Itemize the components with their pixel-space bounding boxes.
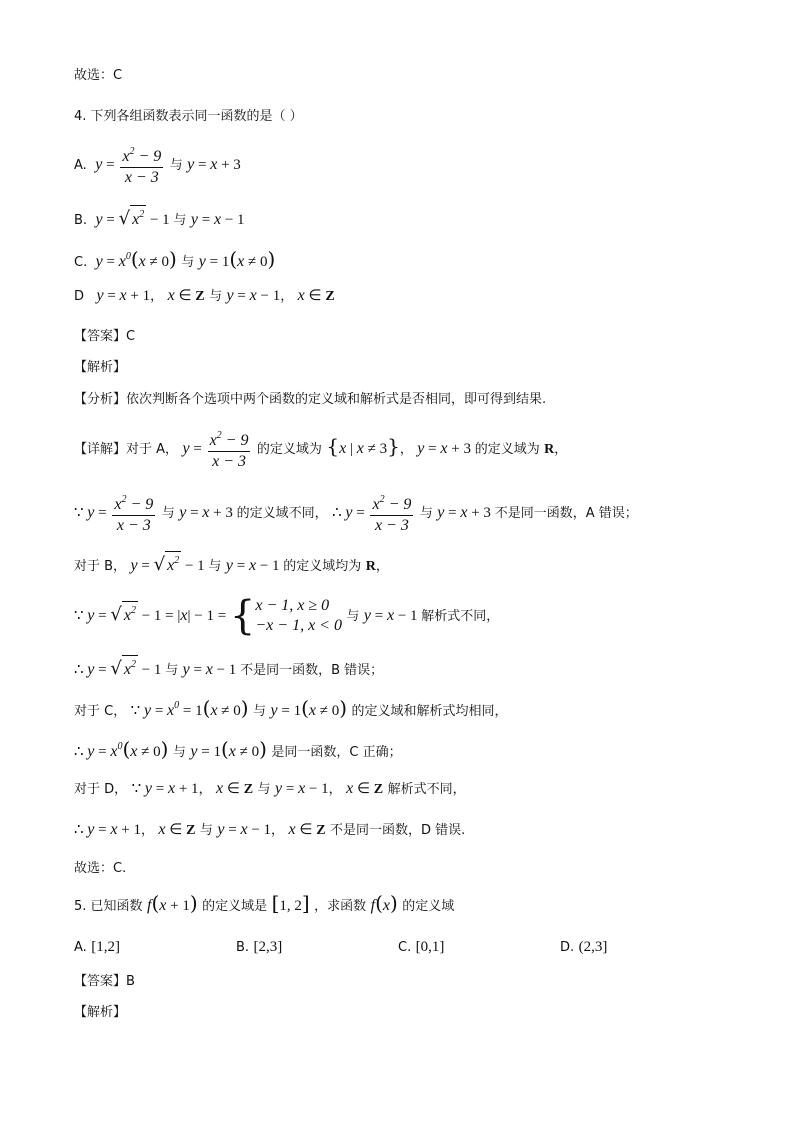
option-d-label: D bbox=[74, 289, 85, 304]
q5-jiexi: 【解析】 bbox=[74, 1005, 127, 1020]
option-c-label: C. bbox=[74, 255, 88, 270]
detail-d-line1: 对于 D， ∵ y = x + 1， x ∈ Z 与 y = x − 1， x ∈ Z 解析式不同， bbox=[74, 780, 466, 797]
option-a-label: A. bbox=[74, 158, 87, 173]
q4-option-a: A. y = $\frac{x^2 - 9}{x - 3}$ 与 y = x + 3 bbox=[74, 143, 241, 187]
detail-d-line2: ∴ y = x + 1， x ∈ Z 与 y = x − 1， x ∈ Z 不是同一函数，D 错误. bbox=[74, 821, 466, 838]
detail-b-line2: ∵ y = √ $x^2 - 1 = |x| - 1$ = { x − 1, x ≥ 0 −x − 1, x < 0 与 y = x − 1 解析式不同， bbox=[74, 593, 500, 639]
q4-option-d: D y = x + 1， x ∈ Z 与 y = x − 1， x ∈ Z bbox=[74, 287, 335, 304]
detail-c-line1: 对于 C， ∵ $y = x^0 = 1(x \ne 0)$ 与 y = 1(x ≠ 0) 的定义域和解析式均相同， bbox=[74, 696, 508, 720]
detail-b-line3: ∴ y = √ $x^2 - 1$ 与 y = x − 1 不是同一函数，B 错误； bbox=[74, 655, 383, 681]
q5-option-d: D. (2,3] bbox=[560, 939, 608, 955]
q4-option-b: B. y = √ $x^2 - 1$ 与 y = x − 1 bbox=[74, 205, 245, 231]
q4-stem: 4. 下列各组函数表示同一函数的是（ ） bbox=[74, 109, 303, 124]
fraction: $\frac{x^2 - 9}{x - 3}$ bbox=[120, 143, 163, 187]
q5-option-b: B. [2,3] bbox=[236, 939, 283, 955]
detail-a-line1: 【详解】对于 A， y = $\frac{x^2 - 9}{x - 3}$ 的定义域为 {x | x ≠ 3}， y = x + 3 的定义域为 R， bbox=[74, 427, 567, 471]
prev-answer-line: 故选：C bbox=[74, 68, 123, 83]
q5-answer: 【答案】B bbox=[74, 974, 135, 989]
q5-option-c: C. [0,1] bbox=[398, 939, 445, 955]
q4-option-c: C. $y = x^0(x \ne 0)$ 与 y = 1(x ≠ 0) bbox=[74, 247, 276, 271]
q5-stem: 5. 已知函数 f(x + 1) 的定义域是 [1, 2] ，求函数 f(x) 的定义域 bbox=[74, 891, 455, 915]
detail-c-line2: ∴ $y = x^0(x \ne 0)$ 与 y = 1(x ≠ 0) 是同一函数，C 正确； bbox=[74, 737, 402, 761]
q5-option-a: A. [1,2] bbox=[74, 939, 120, 955]
detail-b-line1: 对于 B， y = √ $x^2 - 1$ 与 y = x − 1 的定义域均为 R， bbox=[74, 551, 389, 577]
q4-final: 故选：C. bbox=[74, 861, 127, 876]
q4-jiexi: 【解析】 bbox=[74, 360, 127, 375]
detail-a-line2: ∵ y = $\frac{x^2 - 9}{x - 3}$ 与 y = x + 3 的定义域不同， ∴ y = $\frac{x^2 - 9}{x - 3}$ 与 y = x + 3 不是同一函数，A 错误； bbox=[74, 491, 638, 535]
q4-answer: 【答案】C bbox=[74, 329, 136, 344]
q4-fenxi: 【分析】依次判断各个选项中两个函数的定义域和解析式是否相同，即可得到结果. bbox=[74, 392, 547, 407]
option-b-label: B. bbox=[74, 213, 88, 228]
